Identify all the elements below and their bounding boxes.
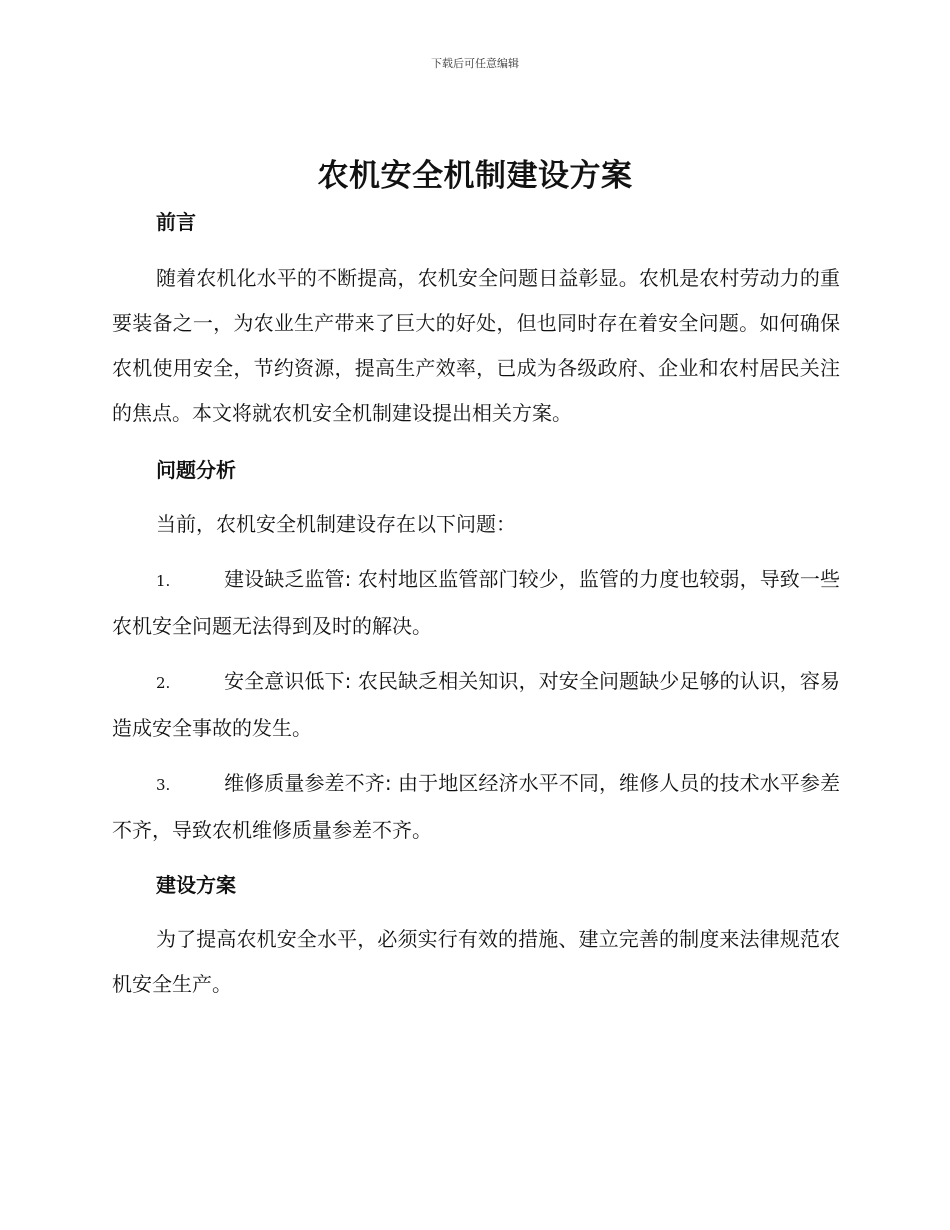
- problem-item-1: [112, 557, 840, 649]
- list-number: 2.: [156, 674, 171, 692]
- page-header-note: 下载后可任意编辑: [431, 57, 519, 70]
- problem-item-3: [112, 761, 840, 853]
- plan-paragraph: 为了提高农机安全水平，必须实行有效的措施、建立完善的制度来法律规范农机安全生产。: [112, 927, 840, 996]
- preface-paragraph: 随着农机化水平的不断提高，农机安全问题日益彰显。农机是农村劳动力的重要装备之一，为农业生产带来了巨大的好处，但也同时存在着安全问题。如何确保农机使用安全，节约资源，提高生产效率，已成为各级政府、企业和农村居民关注的焦点。本文将就农机安全机制建设提出相关方案。: [112, 266, 840, 425]
- document-body: [112, 200, 840, 1007]
- list-item-text: 建设缺乏监管: 农村地区监管部门较少，监管的力度也较弱，导致一些农机安全问题无法得到及时的解决。: [112, 567, 840, 638]
- list-item-text: 安全意识低下: 农民缺乏相关知识，对安全问题缺少足够的认识，容易造成安全事故的发生。: [112, 669, 840, 740]
- list-number: 1.: [156, 572, 171, 590]
- list-item-text: 维修质量参差不齐: 由于地区经济水平不同，维修人员的技术水平参差不齐，导致农机维修质量参差不齐。: [112, 771, 840, 842]
- problem-item-2: [112, 659, 840, 751]
- plan-heading: 建设方案: [156, 873, 236, 897]
- list-number: 3.: [156, 776, 171, 794]
- analysis-intro: 当前，农机安全机制建设存在以下问题：: [156, 512, 516, 536]
- analysis-heading: 问题分析: [156, 458, 236, 482]
- document-title: 农机安全机制建设方案: [317, 158, 633, 194]
- preface-heading: 前言: [156, 210, 196, 234]
